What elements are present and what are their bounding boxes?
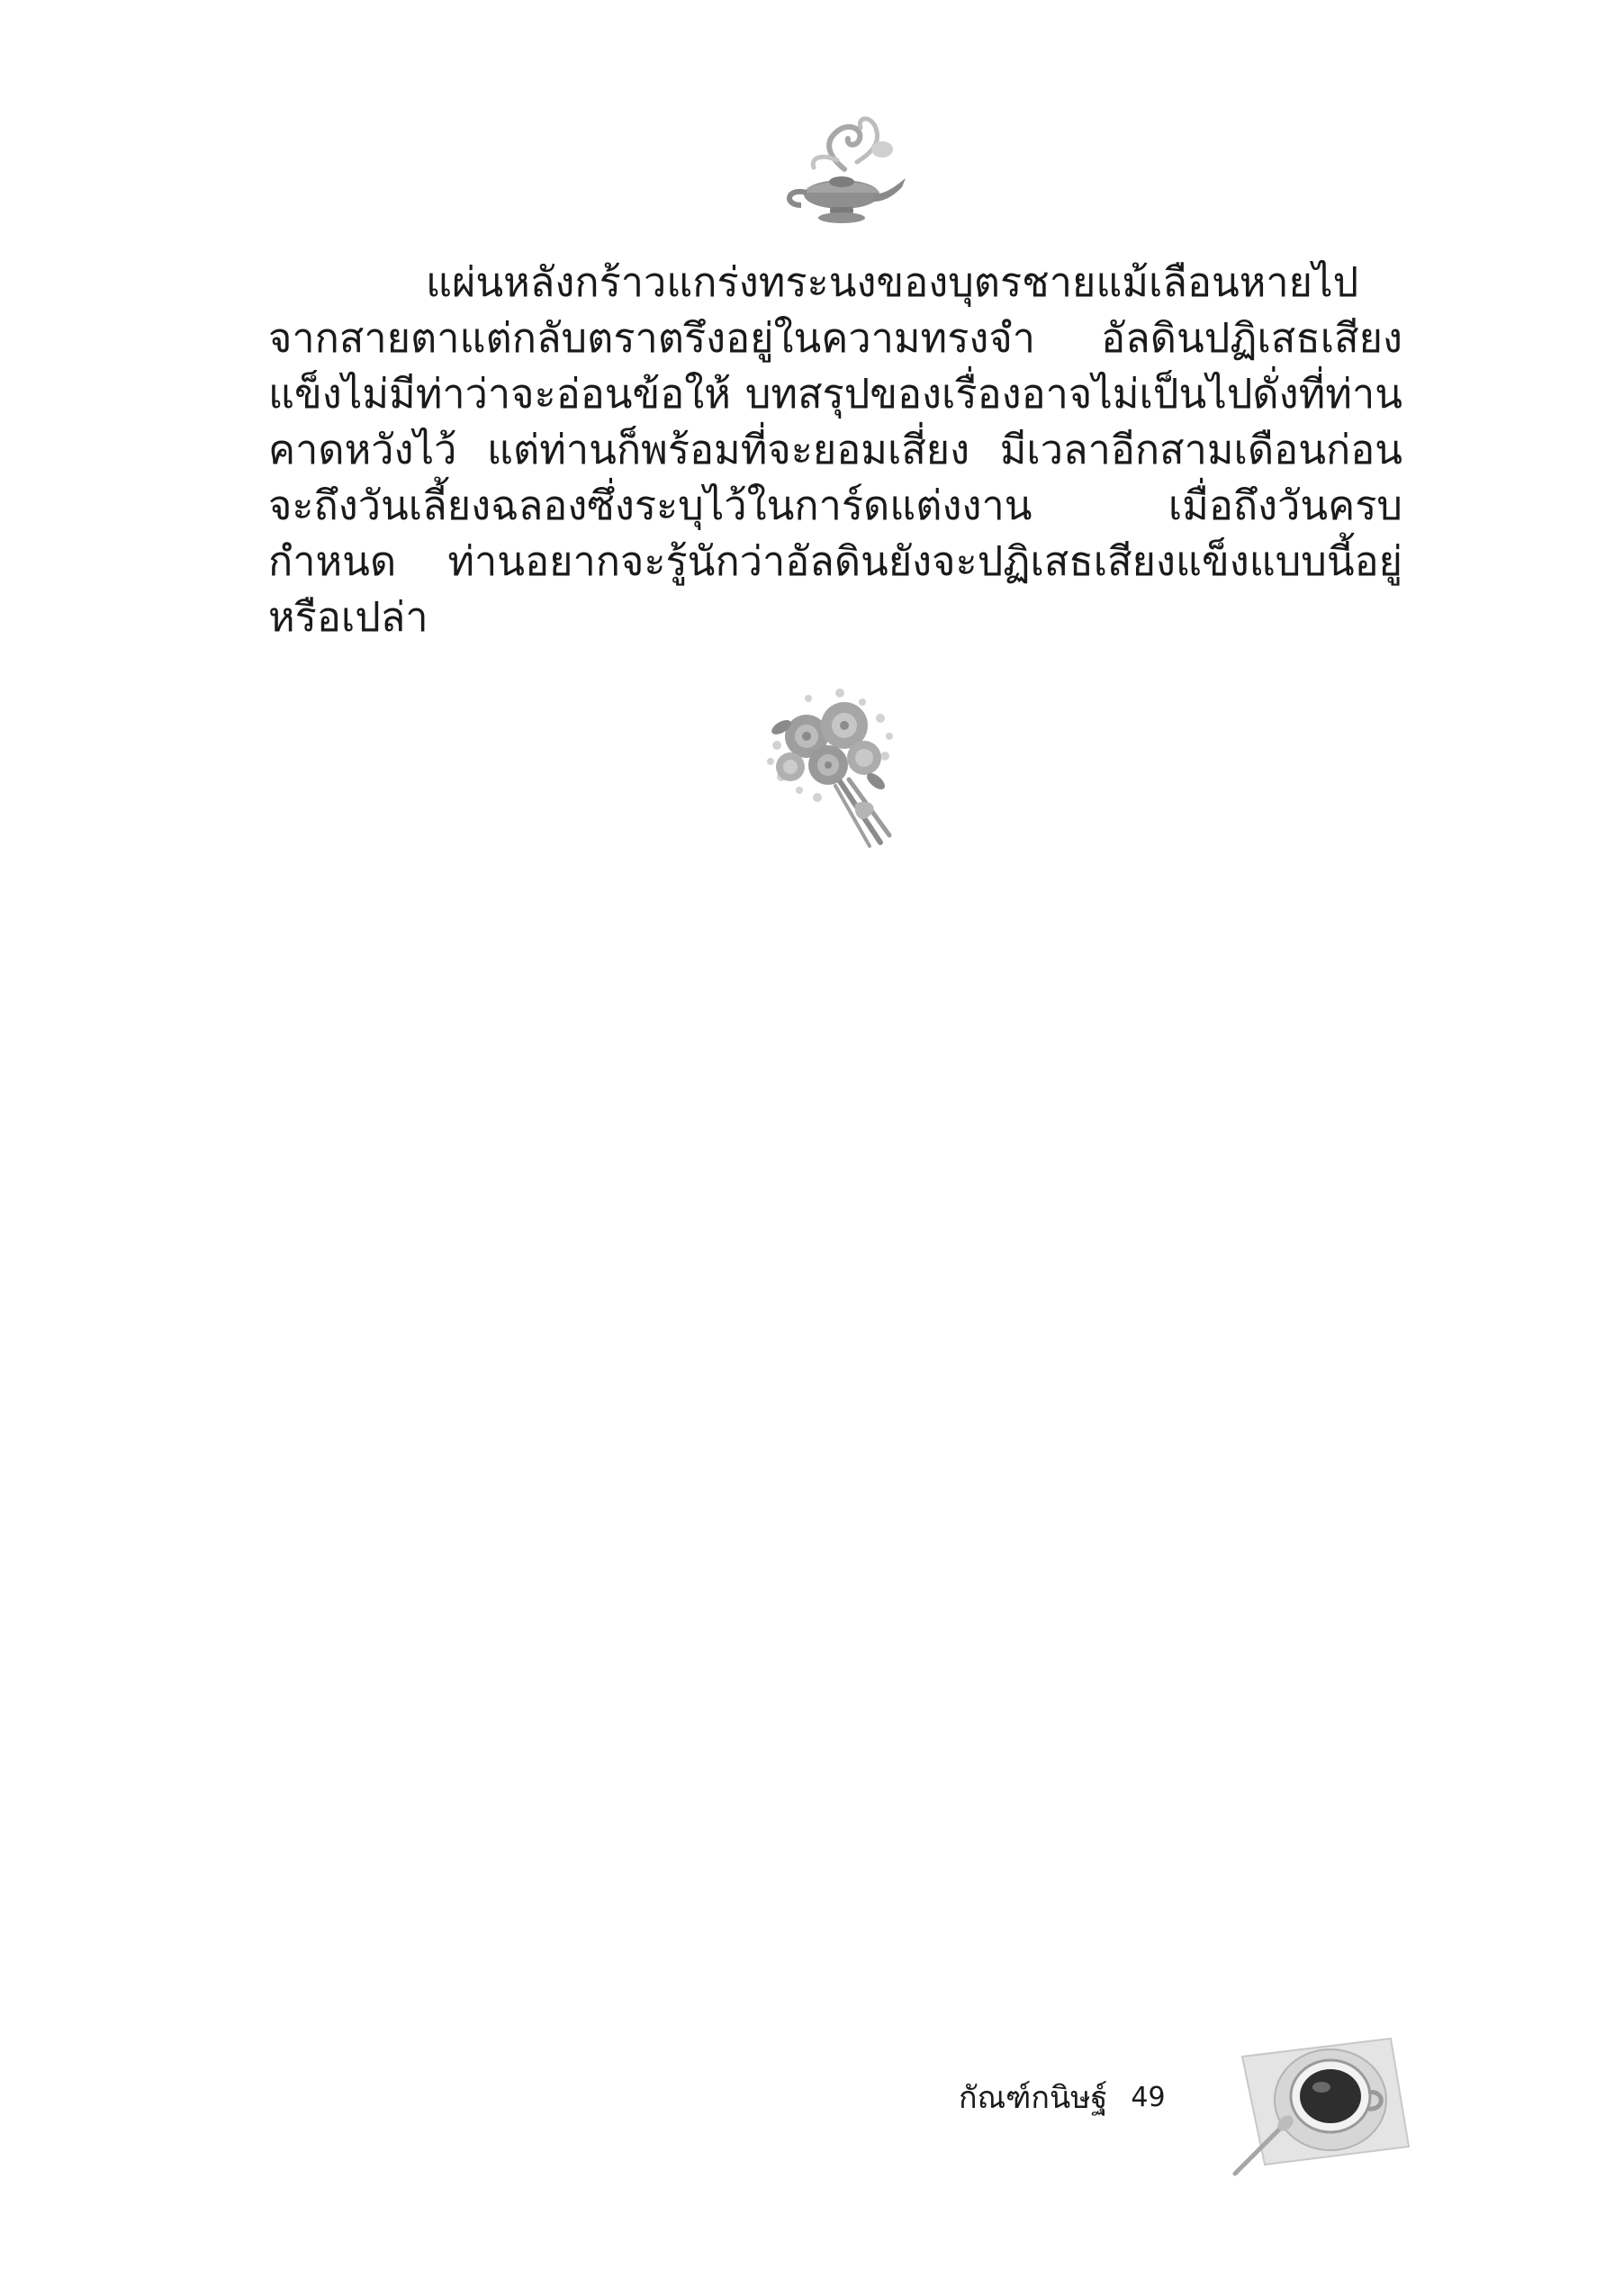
page-number: 49 xyxy=(1131,2081,1166,2113)
page-footer xyxy=(959,2070,1166,2124)
genie-lamp-icon xyxy=(774,106,909,228)
body-paragraph: แผ่นหลังกร้าวแกร่งทระนงของบุตรชายแม้เลือนหายไปจากสายตาแต่กลับตราตรึงอยู่ในความทรงจำ อัลดินปฏิเสธเสียงแข็งไม่มีท่าว่าจะอ่อนข้อให้ บทสรุปของเรื่องอาจไม่เป็นไปดั่งที่ท่านคาดหวังไว้ แต่ท่านก็พร้อมที่จะยอมเสี่ยง มีเวลาอีกสามเดือนก่อนจะถึงวันเลี้ยงฉลองซึ่งระบุไว้ในการ์ดแต่งงาน เมื่อถึงวันครบกำหนด ท่านอยากจะรู้นักว่าอัลดินยังจะปฏิเสธเสียงแข็งแบบนี้อยู่หรือเปล่า xyxy=(268,258,1402,641)
author-name: กัณฑ์กนิษฐ์ xyxy=(959,2080,1108,2116)
flower-bouquet-icon xyxy=(754,682,912,849)
coffee-cup-icon xyxy=(1224,2030,1418,2178)
